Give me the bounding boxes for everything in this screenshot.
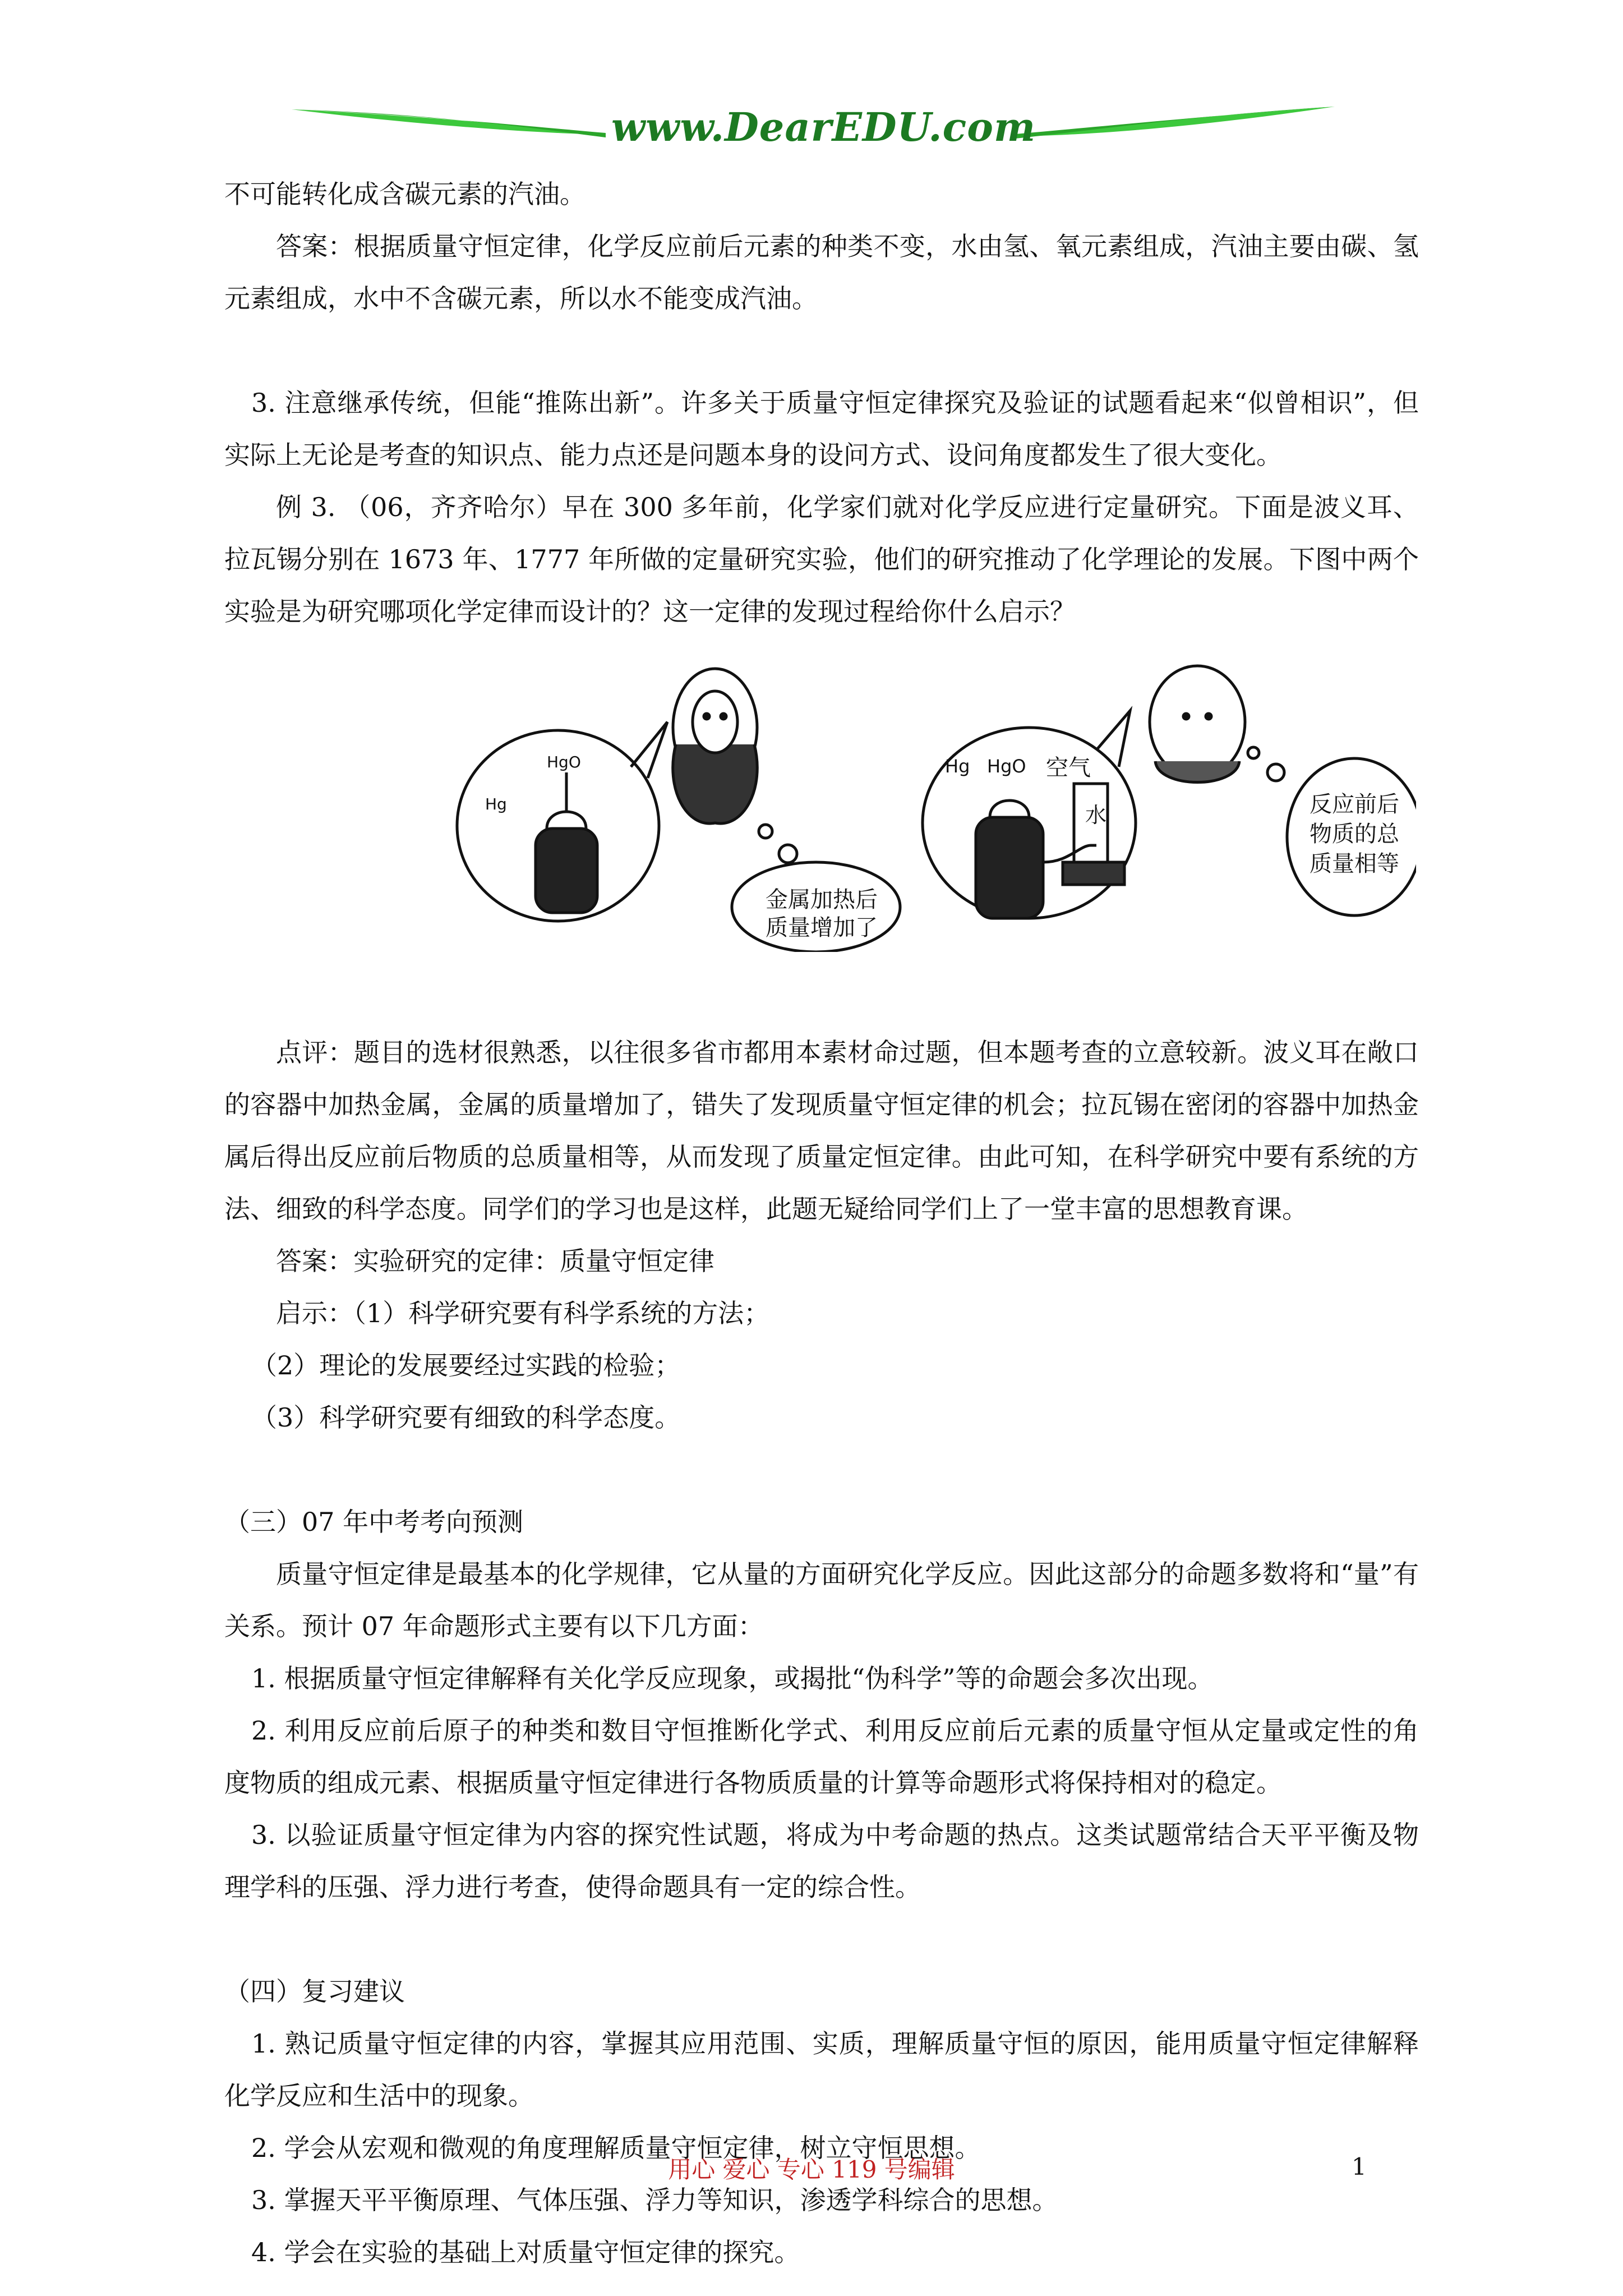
footer-note: 用心 爱心 专心 119 号编辑 [668, 2156, 955, 2183]
left-thought-line1: 金属加热后 [766, 887, 878, 913]
paragraph: 不可能转化成含碳元素的汽油。 [224, 179, 585, 209]
page-number: 1 [1352, 2153, 1367, 2180]
document-body [224, 168, 1419, 2279]
list-item: 2. 利用反应前后原子的种类和数目守恒推断化学式、利用反应前后元素的质量守恒从定量或定性的角度物质的组成元素、根据质量守恒定律进行各物质质量的计算等命题形式将保持相对的稳定。 [224, 1715, 1419, 1798]
list-item: 2. 学会从宏观和微观的角度理解质量守恒定律，树立守恒思想。 [251, 2133, 981, 2163]
example-question: 例 3. （06，齐齐哈尔）早在 300 多年前，化学家们就对化学反应进行定量研究。下面是波义耳、拉瓦锡分别在 1673 年、1777 年所做的定量研究实验，他们的研究推动了化学理论的发展。下图中两个实验是为研究哪项化学定律而设计的？这一定律的发现过程给你什么启示？ [224, 492, 1419, 627]
list-item: 1. 熟记质量守恒定律的内容，掌握其应用范围、实质，理解质量守恒的原因，能用质量守恒定律解释化学反应和生活中的现象。 [224, 2028, 1419, 2111]
site-logo[interactable]: www.DearEDU.com [611, 104, 1036, 150]
hgo-label-left: HgO [547, 753, 581, 771]
list-item: 4. 学会在实验的基础上对质量守恒定律的探究。 [251, 2237, 800, 2267]
right-thought-line2: 物质的总 [1310, 821, 1399, 847]
experiment-illustration [451, 660, 1416, 952]
hg-label-right: Hg [945, 756, 970, 777]
list-item: 3. 以验证质量守恒定律为内容的探究性试题，将成为中考命题的热点。这类试题常结合天平平衡及物理学科的压强、浮力进行考查，使得命题具有一定的综合性。 [224, 1820, 1419, 1902]
insight-line: 启示：（1）科学研究要有科学系统的方法； [276, 1298, 770, 1328]
right-thought-line1: 反应前后 [1310, 792, 1399, 817]
left-thought-line2: 质量增加了 [766, 915, 878, 941]
insight-line: （3）科学研究要有细致的科学态度。 [251, 1402, 681, 1433]
hg-label-left: Hg [485, 795, 507, 813]
section-heading: （四）复习建议 [224, 1976, 405, 2007]
answer-line: 答案：实验研究的定律：质量守恒定律 [276, 1246, 714, 1276]
paragraph: 质量守恒定律是最基本的化学规律，它从量的方面研究化学反应。因此这部分的命题多数将和“量”有关系。预计 07 年命题形式主要有以下几方面： [224, 1559, 1419, 1641]
water-label: 水 [1085, 803, 1107, 827]
answer-paragraph: 答案：根据质量守恒定律，化学反应前后元素的种类不变，水由氢、氧元素组成，汽油主要由碳、氢元素组成，水中不含碳元素，所以水不能变成汽油。 [224, 231, 1419, 314]
commentary-paragraph: 点评：题目的选材很熟悉，以往很多省市都用本素材命过题，但本题考查的立意较新。波义耳在敞口的容器中加热金属，金属的质量增加了，错失了发现质量守恒定律的机会；拉瓦锡在密闭的容器中加热金属后得出反应前后物质的总质量相等，从而发现了质量定恒定律。由此可知，在科学研究中要有系统的方法、细致的科学态度。同学们的学习也是这样，此题无疑给同学们上了一堂丰富的思想教育课。 [224, 1037, 1419, 1224]
list-item: 3. 掌握天平平衡原理、气体压强、浮力等知识，渗透学科综合的思想。 [251, 2185, 1058, 2215]
paragraph: 3. 注意继承传统，但能“推陈出新”。许多关于质量守恒定律探究及验证的试题看起来“似曾相识”，但实际上无论是考查的知识点、能力点还是问题本身的设问方式、设问角度都发生了很大变化。 [224, 388, 1419, 470]
page-header [292, 98, 1335, 160]
section-heading: （三）07 年中考考向预测 [224, 1507, 524, 1537]
list-item: 1. 根据质量守恒定律解释有关化学反应现象，或揭批“伪科学”等的命题会多次出现。 [251, 1663, 1214, 1694]
air-label: 空气 [1046, 755, 1091, 781]
insight-line: （2）理论的发展要经过实践的检验； [251, 1350, 681, 1381]
right-thought-line3: 质量相等 [1310, 851, 1399, 877]
hgo-label-right: HgO [987, 756, 1026, 777]
experiment-figure [451, 660, 1416, 952]
